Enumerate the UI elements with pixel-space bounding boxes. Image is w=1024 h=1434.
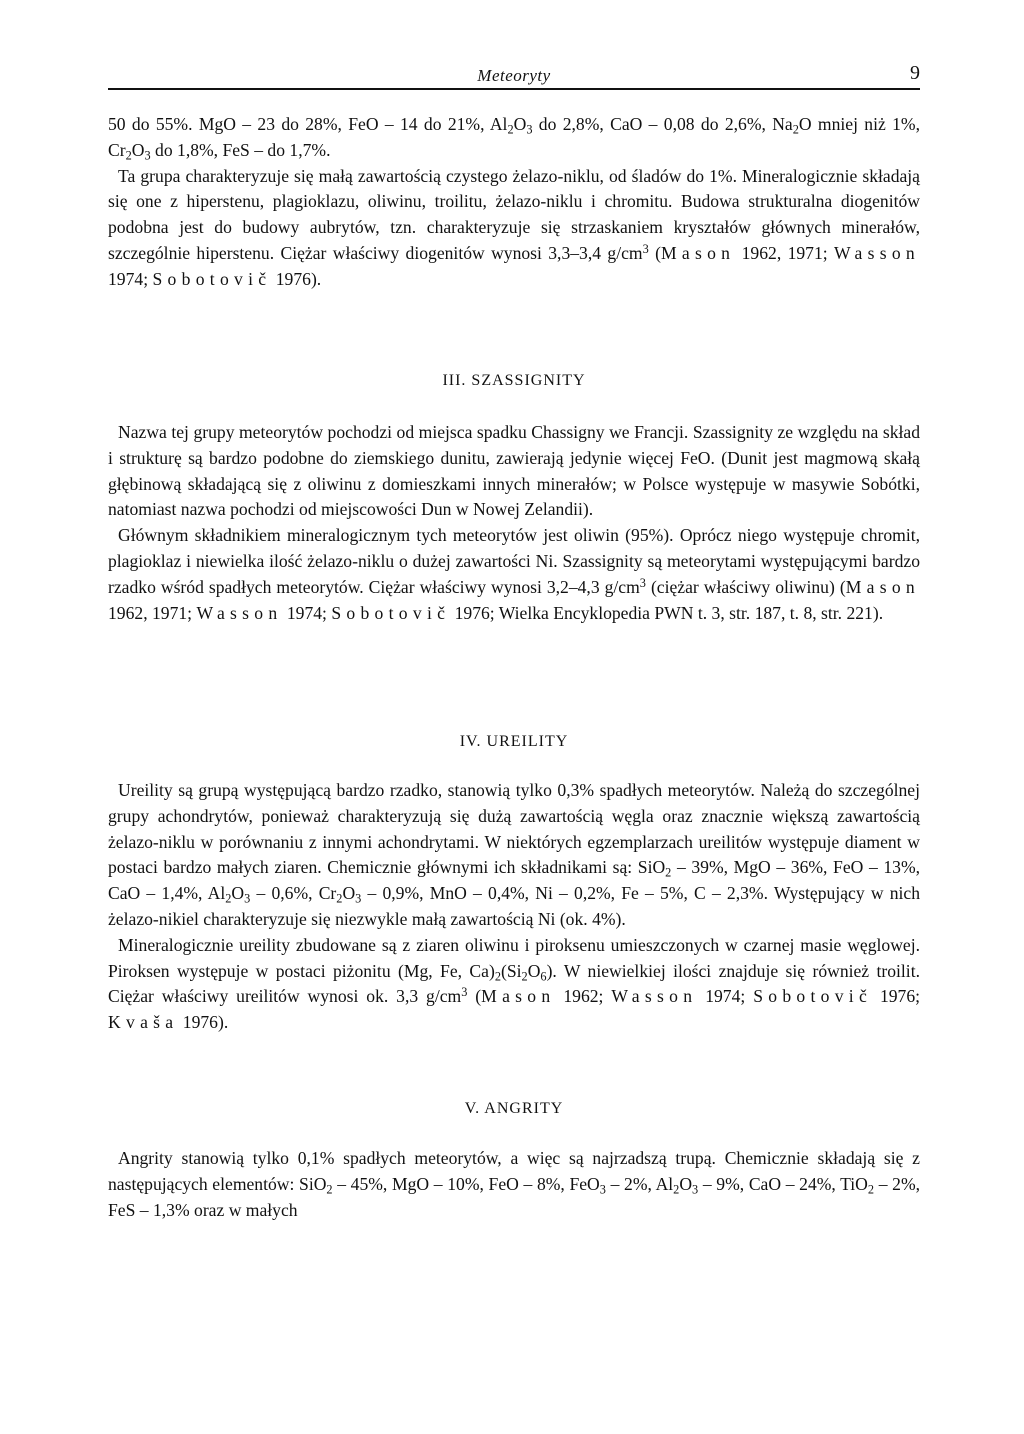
subscript: 2 xyxy=(792,122,799,137)
page-header xyxy=(108,62,920,90)
subscript: 3 xyxy=(692,1182,699,1197)
subscript: 2 xyxy=(665,866,672,881)
text-run: – 0,9%, MnO – 0,4%, Ni – 0,2%, Fe – 5%, C – 2,3%. Występujący w nich żelazo-nikiel charakteryzuje się niezwykle małą zawartością Ni (ok. 4%). xyxy=(108,883,920,929)
text-run: Ta grupa charakteryzuje się małą zawartością czystego żelazo-niklu, od śladów do 1%. Mineralogicznie składają się one z hiperstenu, plagioklazu, oliwinu, troilitu, żelazo-niklu i chromitu. Budowa strukturalna diogenitów podobna jest do budowy aubrytów, tzn. charakteryzuje się strzaskaniem kryształów głównych minerałów, szczególnie hiperstenu. Ciężar właściwy diogenitów wynosi 3,3–3,4 g/cm xyxy=(108,165,920,263)
text-run: do 1,8%, FeS – do 1,7%. xyxy=(150,139,331,160)
text-run: Głównym składnikiem mineralogicznym tych meteorytów jest oliwin (95%). Oprócz niego występuje chromit, plagioklaz i niewielka ilość żelazo-niklu o dużej zawartości Ni. Szassignity są meteorytami występującymi bardzo rzadko wśród spadłych meteorytów. Ciężar właściwy wynosi 3,2–4,3 g/cm xyxy=(108,525,920,597)
text-run: O xyxy=(513,114,527,134)
text-run: (ciężar właściwy oliwinu) ( xyxy=(645,576,846,597)
text-run: 1974; xyxy=(282,602,332,623)
text-run: ( xyxy=(648,242,661,263)
author-name: Mason xyxy=(845,576,920,597)
text-run: 1976). xyxy=(271,268,322,289)
text-run: 1962, 1971; xyxy=(108,602,197,623)
paragraph xyxy=(108,420,920,523)
page-number: 9 xyxy=(910,62,920,84)
section-heading: III. SZASSIGNITY xyxy=(442,372,586,389)
author-name: Sobotovič xyxy=(753,986,873,1007)
text-run: 1976; Wielka Encyklopedia PWN t. 3, str. 187, t. 8, str. 221). xyxy=(450,602,884,623)
superscript: 3 xyxy=(461,985,468,1000)
section-heading: IV. UREILITY xyxy=(459,733,569,750)
subscript: 2 xyxy=(494,969,501,984)
text-run: 1974; xyxy=(108,268,153,289)
subscript: 2 xyxy=(225,891,232,906)
author-name: Wasson xyxy=(196,602,283,623)
subscript: 3 xyxy=(526,122,533,137)
text-run: – 0,6%, Cr xyxy=(250,883,337,904)
text-run: O xyxy=(527,960,541,981)
text-run: 50 do 55%. MgO – 23 do 28%, FeO – 14 do 21%, Al xyxy=(108,114,508,134)
subscript: 6 xyxy=(540,969,547,984)
author-name: Mason xyxy=(481,986,556,1007)
text-run: O xyxy=(342,883,356,904)
section-heading: V. ANGRITY xyxy=(464,1100,564,1117)
text-run: 1976). xyxy=(178,1012,229,1033)
section-3-body xyxy=(108,420,920,626)
subscript: 2 xyxy=(125,148,132,163)
text-run: (Si xyxy=(500,960,522,981)
author-name: Wasson xyxy=(611,986,698,1007)
paragraph xyxy=(108,933,920,1036)
text-run: 1974; xyxy=(697,986,754,1007)
subscript: 2 xyxy=(521,969,528,984)
subscript: 2 xyxy=(326,1182,333,1197)
section-5-body xyxy=(108,1146,920,1223)
author-name: Kvaša xyxy=(108,1012,179,1033)
text-run: Mineralogicznie ureility zbudowane są z ziaren oliwinu i piroksenu umieszczonych w czarnej masie węglowej. Piroksen występuje w postaci piżonitu (Mg, Fe, Ca) xyxy=(108,934,920,981)
text-run: O xyxy=(131,139,145,160)
text-run: Ureility są grupą występującą bardzo rzadko, stanowią tylko 0,3% spadłych meteorytów. Należą do szczególnej grupy achondrytów, ponieważ charakteryzują się dużą zawartością węgla oraz znacznie większą zawartością żelazo-niklu w porównaniu z innymi achondrytami. W niektórych egzemplarzach ureilitów występuje diament w postaci bardzo małych ziaren. Chemicznie głównymi ich składnikami są: SiO xyxy=(108,780,920,878)
subscript: 2 xyxy=(867,1182,875,1197)
text-run: – 2%, Al xyxy=(605,1173,674,1194)
author-name: Wasson xyxy=(834,242,920,263)
subscript: 2 xyxy=(507,122,514,137)
paragraph xyxy=(108,523,920,626)
subscript: 3 xyxy=(144,148,151,163)
text-run: O mniej niż 1%, Cr xyxy=(108,114,920,160)
author-name: Sobotovič xyxy=(152,268,272,289)
text-run: – 45%, MgO – 10%, FeO – 8%, FeO xyxy=(332,1173,600,1194)
paragraph xyxy=(108,778,920,933)
text-run: Nazwa tej grupy meteorytów pochodzi od miejsca spadku Chassigny we Francji. Szassignity ze względu na skład i strukturę są bardzo podobne do ziemskiego dunitu, zawierają jedynie więcej FeO. (Dunit jest magmową skałą głębinową składającą się z oliwinu z domieszkami innych minerałów; w Polsce występuje w masywie Sobótki, natomiast nazwa pochodzi od miejscowości Dun w Nowej Zelandii). xyxy=(108,422,920,520)
paragraph xyxy=(108,164,920,293)
subscript: 2 xyxy=(336,891,343,906)
text-run: – 2%, FeS – 1,3% oraz w małych xyxy=(108,1173,921,1220)
text-run: O xyxy=(231,883,245,904)
text-run: – 9%, CaO – 24%, TiO xyxy=(698,1173,868,1194)
text-run: 1976; xyxy=(872,986,921,1007)
running-title: Meteoryty xyxy=(477,66,551,85)
author-name: Sobotovič xyxy=(331,602,451,623)
author-name: Mason xyxy=(660,242,736,263)
subscript: 3 xyxy=(244,891,251,906)
text-run: – 39%, MgO – 36%, FeO – 13%, CaO – 1,4%, Al xyxy=(108,857,921,904)
subscript: 3 xyxy=(599,1182,606,1197)
text-run: ( xyxy=(467,986,482,1007)
subscript: 3 xyxy=(355,891,362,906)
paragraph xyxy=(108,112,920,164)
text-run: 1962; xyxy=(555,986,612,1007)
subscript: 2 xyxy=(673,1182,680,1197)
section-2-continuation xyxy=(108,112,920,293)
text-run: 1962, 1971; xyxy=(735,242,835,263)
superscript: 3 xyxy=(642,241,649,256)
text-run: do 2,8%, CaO – 0,08 do 2,6%, Na xyxy=(532,114,793,134)
paragraph xyxy=(108,1146,920,1223)
text-run: Angrity stanowią tylko 0,1% spadłych meteorytów, a więc są najrzadszą trupą. Chemicznie składają się z następujących elementów: SiO xyxy=(108,1148,920,1194)
text-run: O xyxy=(679,1173,693,1194)
text-run: ). W niewielkiej ilości znajduje się również troilit. Ciężar właściwy ureilitów wynosi ok. 3,3 g/cm xyxy=(108,960,920,1007)
section-4-body xyxy=(108,778,920,1036)
superscript: 3 xyxy=(639,575,646,590)
